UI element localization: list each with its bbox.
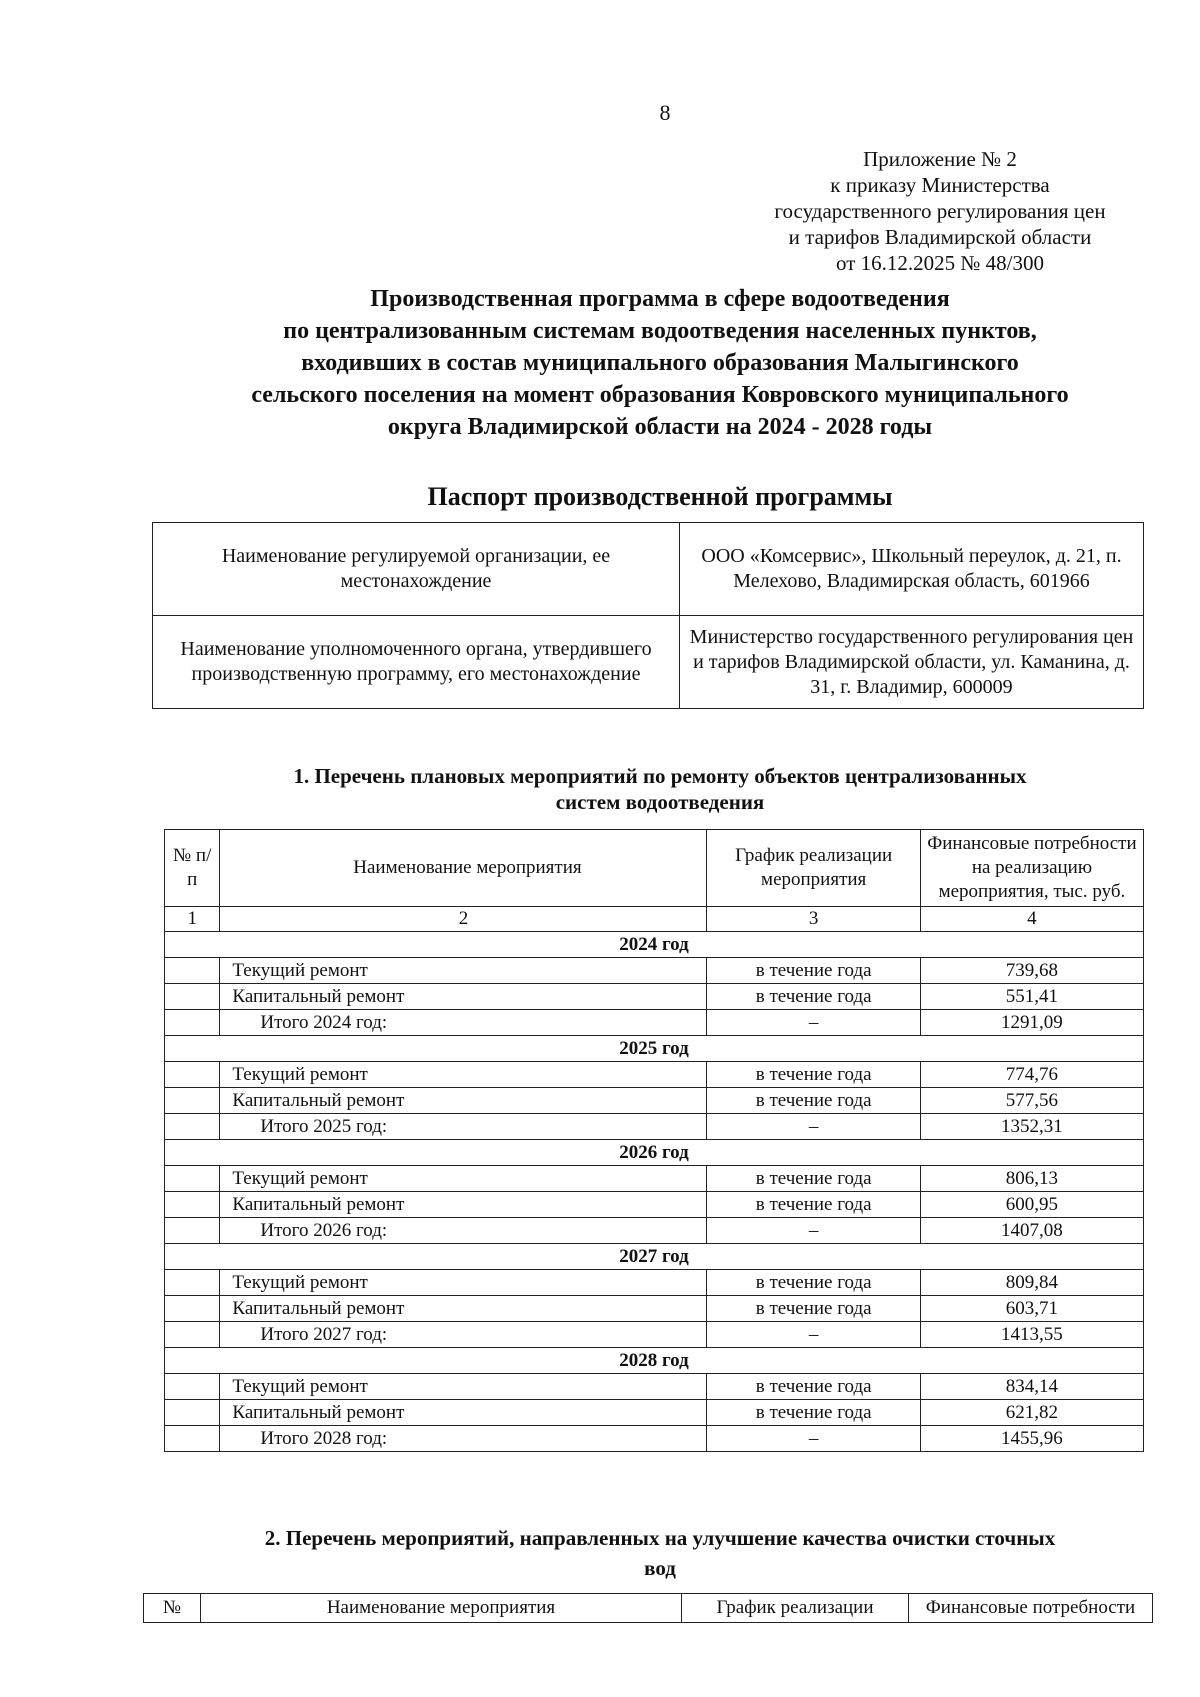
column-number: 4 [920, 907, 1143, 932]
cell-num [165, 1192, 220, 1218]
cell-num [165, 1166, 220, 1192]
cell-num [165, 1062, 220, 1088]
cell-value: 834,14 [920, 1374, 1143, 1400]
cell-value: 621,82 [920, 1400, 1143, 1426]
table-row [165, 1088, 1144, 1114]
cell-num [165, 1088, 220, 1114]
total-value: 1413,55 [920, 1322, 1143, 1348]
appendix-line: от 16.12.2025 № 48/300 [835, 251, 1045, 275]
section1-title-line: 1. Перечень плановых мероприятий по ремонту объектов централизованных [293, 764, 1027, 788]
year-row [165, 1348, 1144, 1374]
cell-num [165, 1010, 220, 1036]
table-row [165, 1296, 1144, 1322]
cell-num [165, 1114, 220, 1140]
total-schedule: – [707, 1218, 920, 1244]
year-label: 2028 год [165, 1348, 1144, 1374]
cell-schedule: в течение года [707, 958, 920, 984]
total-row [165, 1218, 1144, 1244]
appendix-block [740, 146, 1140, 276]
total-value: 1352,31 [920, 1114, 1143, 1140]
title-line: по централизованным системам водоотведения населенных пунктов, [283, 318, 1037, 344]
cell-name: Текущий ремонт [220, 1374, 707, 1400]
cell-value: 577,56 [920, 1088, 1143, 1114]
passport-label: Наименование регулируемой организации, ее местонахождение [153, 523, 680, 616]
section2-title [160, 1523, 1160, 1583]
total-schedule: – [707, 1010, 920, 1036]
total-name: Итого 2024 год: [220, 1010, 707, 1036]
passport-value: ООО «Комсервис», Школьный переулок, д. 21, п. Мелехово, Владимирская область, 601966 [680, 523, 1144, 616]
cell-num [165, 1400, 220, 1426]
cell-value: 551,41 [920, 984, 1143, 1010]
year-label: 2025 год [165, 1036, 1144, 1062]
cell-name: Капитальный ремонт [220, 1088, 707, 1114]
cell-schedule: в течение года [707, 1192, 920, 1218]
total-schedule: – [707, 1114, 920, 1140]
appendix-line: и тарифов Владимирской области [788, 225, 1092, 249]
cell-name: Текущий ремонт [220, 1270, 707, 1296]
cell-schedule: в течение года [707, 1166, 920, 1192]
passport-row [153, 616, 1144, 709]
cell-num [165, 1426, 220, 1452]
cell-schedule: в течение года [707, 1374, 920, 1400]
header-finance: Финансовые потребности на реализацию мероприятия, тыс. руб. [920, 830, 1143, 907]
table-row [165, 1166, 1144, 1192]
total-schedule: – [707, 1426, 920, 1452]
cell-value: 603,71 [920, 1296, 1143, 1322]
cell-schedule: в течение года [707, 984, 920, 1010]
cell-name: Капитальный ремонт [220, 1192, 707, 1218]
total-value: 1455,96 [920, 1426, 1143, 1452]
cell-value: 809,84 [920, 1270, 1143, 1296]
appendix-line: Приложение № 2 [863, 147, 1017, 171]
table-row [165, 1062, 1144, 1088]
total-row [165, 1114, 1144, 1140]
cell-schedule: в течение года [707, 1062, 920, 1088]
title-line: Производственная программа в сфере водоотведения [370, 286, 950, 312]
cell-schedule: в течение года [707, 1088, 920, 1114]
total-row [165, 1010, 1144, 1036]
cell-schedule: в течение года [707, 1400, 920, 1426]
cell-value: 774,76 [920, 1062, 1143, 1088]
passport-table [152, 522, 1144, 709]
cell-name: Капитальный ремонт [220, 1296, 707, 1322]
table-row [165, 1400, 1144, 1426]
table-row [165, 958, 1144, 984]
quality-table [143, 1593, 1153, 1623]
cell-name: Текущий ремонт [220, 958, 707, 984]
cell-num [165, 1374, 220, 1400]
passport-title: Паспорт производственной программы [427, 482, 893, 511]
table-row [165, 1192, 1144, 1218]
title-line: сельского поселения на момент образования Ковровского муниципального [251, 382, 1069, 408]
repair-table [164, 829, 1144, 1452]
title-line: округа Владимирской области на 2024 - 2028 годы [387, 414, 933, 440]
cell-schedule: в течение года [707, 1296, 920, 1322]
cell-name: Текущий ремонт [220, 1062, 707, 1088]
total-name: Итого 2026 год: [220, 1218, 707, 1244]
year-row [165, 932, 1144, 958]
cell-name: Текущий ремонт [220, 1166, 707, 1192]
appendix-line: к приказу Министерства [830, 173, 1050, 197]
year-label: 2027 год [165, 1244, 1144, 1270]
table-row [165, 984, 1144, 1010]
section1-title-line: систем водоотведения [555, 790, 765, 814]
column-number: 3 [707, 907, 920, 932]
table-row [165, 1270, 1144, 1296]
table-header-row [144, 1594, 1153, 1623]
column-number-row [165, 907, 1144, 932]
page-number: 8 [659, 100, 671, 125]
year-row [165, 1244, 1144, 1270]
passport-value: Министерство государственного регулирования цен и тарифов Владимирской области, ул. Каманина, д. 31, г. Владимир, 600009 [680, 616, 1144, 709]
total-name: Итого 2027 год: [220, 1322, 707, 1348]
total-schedule: – [707, 1322, 920, 1348]
column-number: 1 [165, 907, 220, 932]
cell-num [165, 1296, 220, 1322]
header-finance: Финансовые потребности [909, 1594, 1153, 1623]
column-number: 2 [220, 907, 707, 932]
cell-name: Капитальный ремонт [220, 984, 707, 1010]
year-label: 2026 год [165, 1140, 1144, 1166]
document-title [160, 283, 1160, 443]
table-header-row [165, 830, 1144, 907]
total-row [165, 1322, 1144, 1348]
total-value: 1407,08 [920, 1218, 1143, 1244]
year-row [165, 1140, 1144, 1166]
cell-name: Капитальный ремонт [220, 1400, 707, 1426]
header-schedule: График реализации [682, 1594, 909, 1623]
total-value: 1291,09 [920, 1010, 1143, 1036]
cell-num [165, 958, 220, 984]
cell-num [165, 1218, 220, 1244]
section1-title [160, 763, 1160, 815]
table-row [165, 1374, 1144, 1400]
header-schedule: График реализации мероприятия [707, 830, 920, 907]
passport-row [153, 523, 1144, 616]
cell-num [165, 1270, 220, 1296]
title-line: входивших в состав муниципального образования Малыгинского [301, 350, 1019, 376]
cell-num [165, 1322, 220, 1348]
cell-value: 739,68 [920, 958, 1143, 984]
passport-label: Наименование уполномоченного органа, утвердившего производственную программу, его местонахождение [153, 616, 680, 709]
header-name: Наименование мероприятия [201, 1594, 682, 1623]
cell-value: 806,13 [920, 1166, 1143, 1192]
cell-value: 600,95 [920, 1192, 1143, 1218]
header-num: № п/п [165, 830, 220, 907]
year-label: 2024 год [165, 932, 1144, 958]
header-num: № [144, 1594, 201, 1623]
total-row [165, 1426, 1144, 1452]
total-name: Итого 2028 год: [220, 1426, 707, 1452]
section2-title-line: вод [644, 1556, 676, 1580]
appendix-line: государственного регулирования цен [774, 199, 1106, 223]
total-name: Итого 2025 год: [220, 1114, 707, 1140]
year-row [165, 1036, 1144, 1062]
cell-schedule: в течение года [707, 1270, 920, 1296]
cell-num [165, 984, 220, 1010]
section2-title-line: 2. Перечень мероприятий, направленных на улучшение качества очистки сточных [264, 1526, 1056, 1550]
header-name: Наименование мероприятия [220, 830, 707, 907]
